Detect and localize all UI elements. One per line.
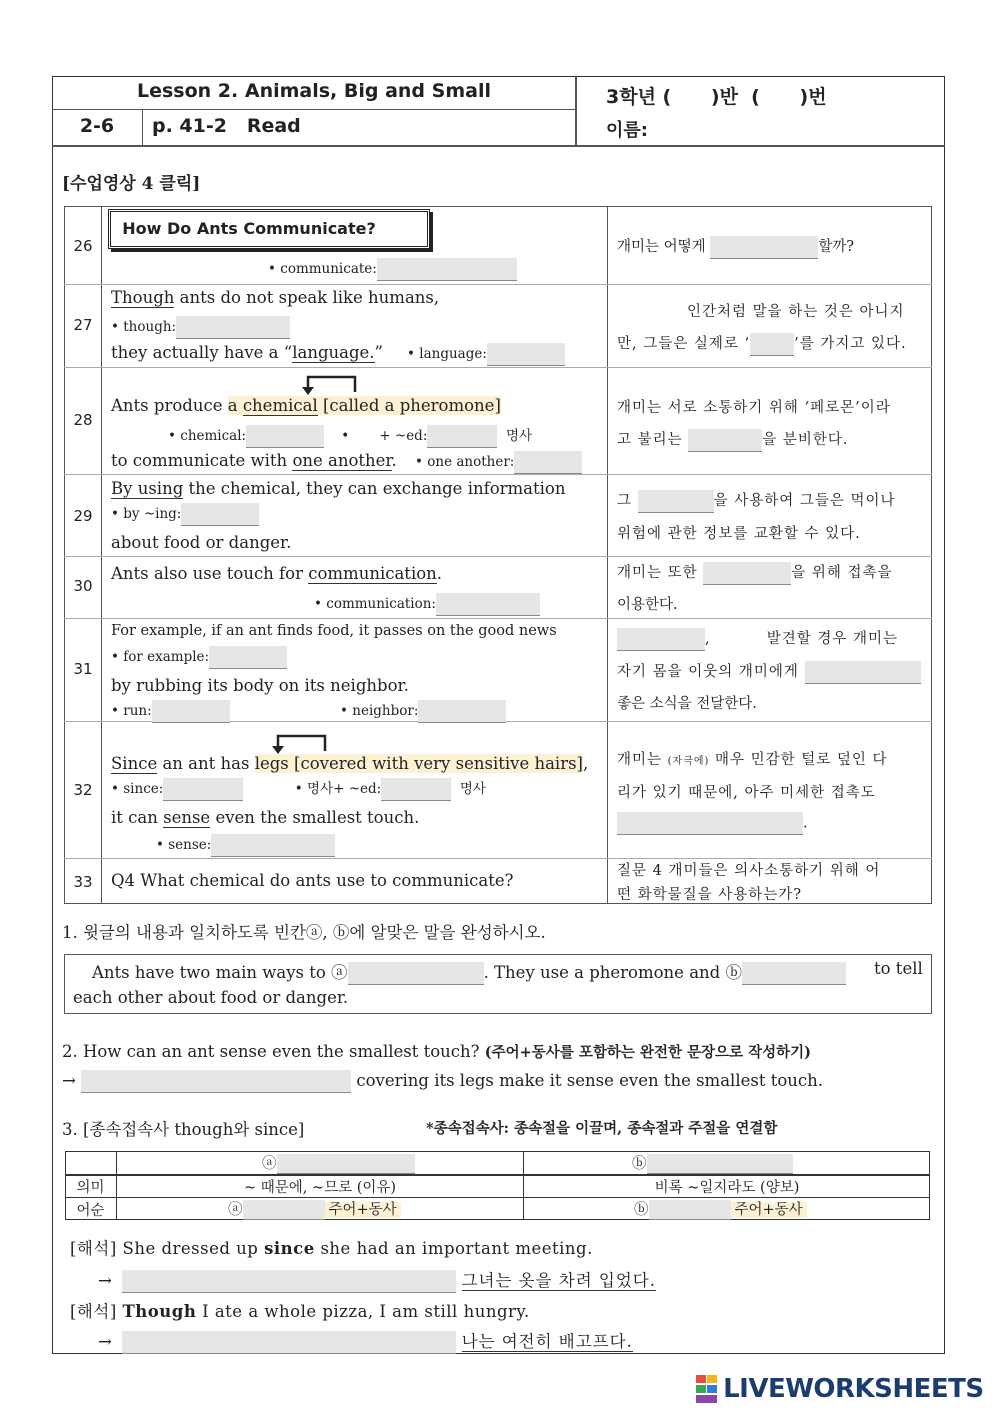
translation-2: [해석] Though I ate a whole pizza, I am still hungry. xyxy=(70,1302,530,1321)
logo-blocks-icon xyxy=(696,1375,718,1403)
kr-row-28-line1: 개미는 서로 소통하기 위해 ‘페로몬’이라 xyxy=(617,400,891,416)
lesson-title: Lesson 2. Animals, Big and Small xyxy=(137,80,491,102)
translation-1-answer: → 그녀는 옷을 차려 입었다. xyxy=(98,1267,656,1293)
blank-input[interactable] xyxy=(436,593,540,616)
blank-input[interactable] xyxy=(163,778,243,801)
order-b: ⓑ 주어+동사 xyxy=(634,1198,807,1220)
row-number: 32 xyxy=(73,781,93,799)
kr-row-33-line1: 질문 4 개미들은 의사소통하기 위해 어 xyxy=(617,863,881,879)
kr-row-27-line2: 만, 그들은 실제로 ‘ ’를 가지고 있다. xyxy=(617,332,907,356)
row-number: 29 xyxy=(73,507,93,525)
table-head-a: ⓐ xyxy=(262,1152,415,1174)
table-blank-a[interactable] xyxy=(277,1154,415,1174)
row-number: 26 xyxy=(73,237,93,255)
modifier-arrow-icon xyxy=(300,374,360,396)
q1-text-line1: Ants have two main ways to ⓐ . They use a pheromone and ⓑ xyxy=(92,959,928,985)
vocab-communication: • communication: xyxy=(314,593,540,616)
meaning-b: 비록 ~일지라도 (양보) xyxy=(654,1180,800,1196)
blank-input[interactable] xyxy=(181,503,259,526)
en-row-32-line1: Since an ant has legs [covered with very sensitive hairs], xyxy=(111,754,589,773)
blank-input[interactable] xyxy=(176,316,290,339)
blank-input[interactable] xyxy=(638,490,714,513)
en-row-28-line2: to communicate with one another. xyxy=(111,451,397,470)
page-number: p. 41-2 xyxy=(152,115,227,137)
row-number: 30 xyxy=(73,577,93,595)
translation-2-blank[interactable] xyxy=(122,1331,456,1354)
order-blank-a[interactable] xyxy=(243,1200,325,1220)
blank-input[interactable] xyxy=(487,343,565,366)
grade-class-number: 3학년 ( )반 ( )번 xyxy=(606,86,827,108)
order-a: ⓐ 주어+동사 xyxy=(228,1198,401,1220)
vocab-since: • since: • 명사+ ~ed: 명사 xyxy=(111,777,486,801)
vocab-sense: • sense: xyxy=(156,834,335,857)
translation-1: [해석] She dressed up since she had an important meeting. xyxy=(70,1239,593,1258)
en-row-33: Q4 What chemical do ants use to communicate? xyxy=(111,871,514,890)
blank-input[interactable] xyxy=(211,834,335,857)
kr-row-33-line2: 떤 화학물질을 사용하는가? xyxy=(617,887,803,903)
video-note[interactable]: [수업영상 4 클릭] xyxy=(62,174,201,194)
row-number: 27 xyxy=(73,316,93,334)
en-row-31-line2: by rubbing its body on its neighbor. xyxy=(111,676,409,695)
kr-row-28-line2: 고 불리는 을 분비한다. xyxy=(617,428,849,452)
en-row-27-line1: Though ants do not speak like humans, xyxy=(111,288,440,307)
en-row-32-line2: it can sense even the smallest touch. xyxy=(111,808,420,827)
kr-row-26: 개미는 어떻게 할까? xyxy=(617,235,854,259)
row-number: 31 xyxy=(73,660,93,678)
mode-label: Read xyxy=(246,115,301,137)
kr-row-30-line2: 이용한다. xyxy=(617,597,678,613)
vocab-run: • run: xyxy=(111,700,230,723)
section-number: 2-6 xyxy=(79,115,115,137)
table-head-b: ⓑ xyxy=(632,1152,793,1174)
vocab-communicate: • communicate: xyxy=(268,258,517,281)
order-blank-b[interactable] xyxy=(649,1200,731,1220)
q1-text-line2: each other about food or danger. xyxy=(73,988,349,1007)
kr-row-31-line2: 자기 몸을 이웃의 개미에게 xyxy=(617,660,921,684)
q3-prompt: 3. [종속접속사 though와 since] xyxy=(62,1120,305,1139)
q1-prompt: 1. 윗글의 내용과 일치하도록 빈칸ⓐ, ⓑ에 알맞은 말을 완성하시오. xyxy=(62,923,546,942)
blank-input[interactable] xyxy=(710,236,818,259)
vocab-for-example: • for example: xyxy=(111,646,287,669)
liveworksheets-logo[interactable] xyxy=(696,1374,984,1406)
blank-input[interactable] xyxy=(514,451,582,474)
row-label-order: 어순 xyxy=(76,1203,105,1219)
blank-input[interactable] xyxy=(427,425,497,448)
en-row-31-line1: For example, if an ant finds food, it passes on the good news xyxy=(111,623,557,639)
blank-input[interactable] xyxy=(152,700,230,723)
q2-answer-line: → covering its legs make it sense even the smallest touch. xyxy=(62,1070,823,1093)
en-row-28-line1: Ants produce a chemical [called a pheromone] xyxy=(111,396,501,415)
en-row-29-line2: about food or danger. xyxy=(111,533,292,552)
blank-input[interactable] xyxy=(805,661,921,684)
blank-input[interactable] xyxy=(418,700,506,723)
table-blank-b[interactable] xyxy=(647,1154,793,1174)
kr-row-29-line1: 그 을 사용하여 그들은 먹이나 xyxy=(617,489,896,513)
en-row-30: Ants also use touch for communication. xyxy=(111,564,443,583)
kr-row-32-line2: 리가 있기 때문에, 아주 미세한 접촉도 xyxy=(617,785,876,801)
row-number: 33 xyxy=(73,873,93,891)
q2-prompt: 2. How can an ant sense even the smallest touch? (주어+동사를 포함하는 완전한 문장으로 작성하기) xyxy=(62,1042,811,1061)
blank-input[interactable] xyxy=(703,562,791,585)
q2-answer-blank[interactable] xyxy=(81,1070,351,1093)
blank-input[interactable] xyxy=(617,628,705,651)
vocab-one-another: • one another: xyxy=(415,451,582,474)
vocab-chemical: • chemical: • + ~ed: 명사 xyxy=(168,424,532,448)
kr-row-30-line1: 개미는 또한 을 위해 접촉을 xyxy=(617,561,893,585)
vocab-neighbor: • neighbor: xyxy=(340,700,506,723)
translation-2-answer: → 나는 여전히 배고프다. xyxy=(98,1328,633,1354)
kr-row-31-line1: , 발견할 경우 개미는 xyxy=(617,627,898,651)
row-number: 28 xyxy=(73,411,93,429)
blank-input[interactable] xyxy=(377,258,517,281)
en-row-27-line2: they actually have a “language.” xyxy=(111,343,383,362)
blank-input[interactable] xyxy=(688,429,762,452)
vocab-language: • language: xyxy=(407,343,565,366)
vocab-though: • though: xyxy=(111,316,290,339)
blank-input[interactable] xyxy=(209,646,287,669)
blank-input[interactable] xyxy=(381,778,451,801)
kr-row-31-line3: 좋은 소식을 전달한다. xyxy=(617,696,757,712)
q1-blank-b[interactable] xyxy=(742,962,846,985)
blank-input[interactable] xyxy=(246,425,324,448)
kr-row-32-line3: . xyxy=(617,812,808,835)
reading-title: How Do Ants Communicate? xyxy=(122,219,376,238)
q3-note: *종속접속사: 종속절을 이끌며, 종속절과 주절을 연결함 xyxy=(426,1120,778,1137)
modifier-arrow-icon xyxy=(270,733,330,755)
q1-text-c: to tell xyxy=(874,959,923,978)
row-label-meaning: 의미 xyxy=(76,1180,105,1196)
kr-row-29-line2: 위험에 관한 정보를 교환할 수 있다. xyxy=(617,526,861,542)
reading-title-box xyxy=(108,209,430,249)
blank-input[interactable] xyxy=(617,812,803,835)
kr-row-32-line1: 개미는 (자극에) 매우 민감한 털로 덮인 다 xyxy=(617,752,888,768)
meaning-a: ~ 때문에, ~므로 (이유) xyxy=(243,1180,397,1196)
logo-text: LIVEWORKSHEETS xyxy=(723,1374,984,1404)
translation-1-blank[interactable] xyxy=(122,1270,456,1293)
blank-input[interactable] xyxy=(750,333,794,356)
vocab-by-ing: • by ~ing: xyxy=(111,503,259,526)
en-row-29-line1: By using the chemical, they can exchange information xyxy=(111,479,566,498)
kr-row-27-line1: 인간처럼 말을 하는 것은 아니지 xyxy=(687,304,905,320)
name-label: 이름: xyxy=(606,120,648,141)
q1-blank-a[interactable] xyxy=(348,962,484,985)
page-ref xyxy=(152,115,301,137)
